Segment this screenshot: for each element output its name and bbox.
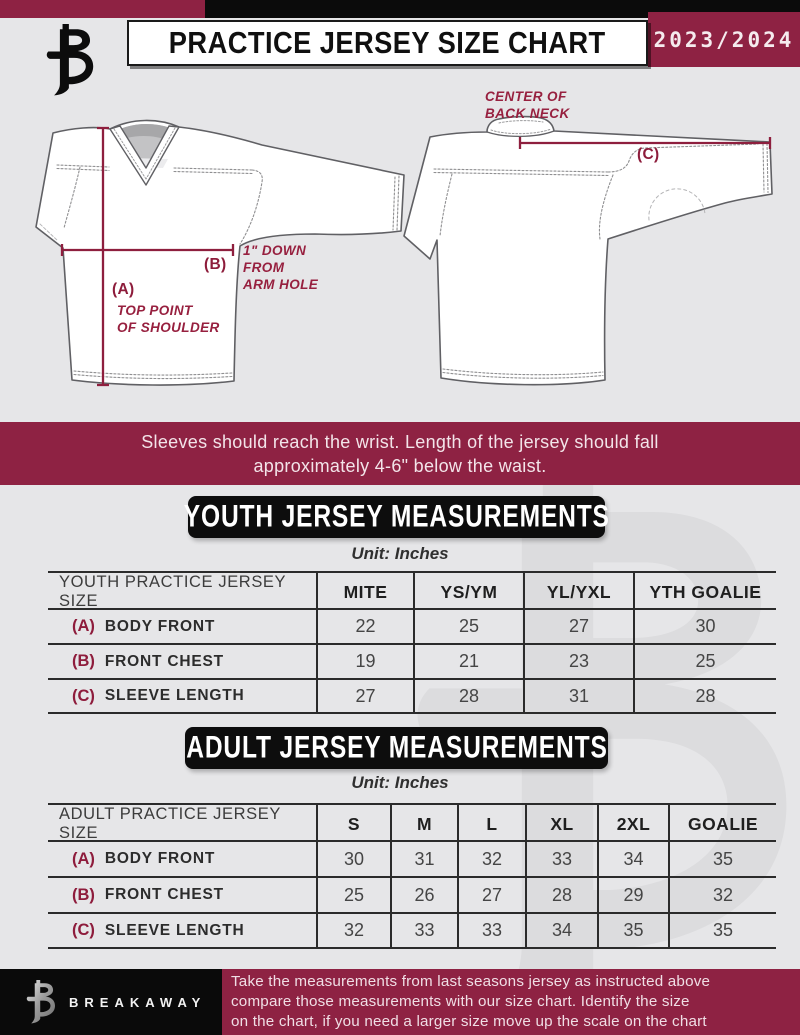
table-row <box>48 678 776 712</box>
center-back-neck-note: CENTER OF BACK NECK <box>485 89 570 121</box>
column-header: XL <box>525 805 597 843</box>
table-cell: 28 <box>413 680 523 712</box>
fit-notice-line1: Sleeves should reach the wrist. Length of the jersey should fall <box>141 431 659 452</box>
page-title-box <box>127 20 648 66</box>
table-cell: 23 <box>523 645 633 678</box>
back-jersey <box>404 117 772 385</box>
table-header-row <box>48 803 776 840</box>
table-cell: 19 <box>316 645 413 678</box>
column-header: ADULT PRACTICE JERSEY SIZE <box>59 805 281 842</box>
footer-line1: Take the measurements from last seasons jersey as instructed above <box>231 973 711 990</box>
footer-line2: compare those measurements with our size chart. Identify the size <box>231 993 690 1010</box>
footer-brand-name: BREAKAWAY <box>69 994 207 1010</box>
column-header: YOUTH PRACTICE JERSEY SIZE <box>59 573 286 610</box>
adult-banner-label: ADULT JERSEY MEASUREMENTS <box>185 729 608 765</box>
table-cell: 32 <box>457 842 525 876</box>
row-label: (B) FRONT CHEST <box>72 652 224 670</box>
jersey-diagram <box>0 78 800 423</box>
table-cell: 27 <box>523 610 633 643</box>
fit-notice-line2: approximately 4-6" below the waist. <box>253 455 547 476</box>
season-badge <box>648 12 800 67</box>
table-cell: 35 <box>668 842 776 876</box>
table-row <box>48 840 776 876</box>
table-cell: 30 <box>316 842 390 876</box>
table-cell: 33 <box>525 842 597 876</box>
column-header: YTH GOALIE <box>633 573 776 611</box>
table-cell: 25 <box>316 878 390 912</box>
table-cell: 28 <box>633 680 776 712</box>
footer-line3: on the chart, if you need a larger size move up the scale on the chart <box>231 1013 707 1030</box>
page-title: PRACTICE JERSEY SIZE CHART <box>169 25 606 60</box>
table-cell: 28 <box>525 878 597 912</box>
table-cell: 22 <box>316 610 413 643</box>
table-cell: 34 <box>597 842 668 876</box>
table-cell: 32 <box>316 914 390 947</box>
youth-section-banner <box>183 496 610 538</box>
youth-unit-label: Unit: Inches <box>351 544 449 563</box>
table-row <box>48 608 776 643</box>
row-label: (A) BODY FRONT <box>72 617 216 635</box>
adult-section-banner <box>185 727 608 769</box>
season-label: 2023/2024 <box>653 27 795 52</box>
table-cell: 32 <box>668 878 776 912</box>
table-cell: 25 <box>413 610 523 643</box>
table-cell: 30 <box>633 610 776 643</box>
table-cell: 35 <box>597 914 668 947</box>
column-header: GOALIE <box>668 805 776 843</box>
table-cell: 21 <box>413 645 523 678</box>
table-cell: 27 <box>457 878 525 912</box>
table-cell: 33 <box>457 914 525 947</box>
table-cell: 27 <box>316 680 413 712</box>
measure-b-label: (B) <box>204 256 227 273</box>
breakaway-b-logo <box>44 24 98 98</box>
table-row <box>48 876 776 912</box>
adult-size-table <box>48 803 776 949</box>
row-label: (C) SLEEVE LENGTH <box>72 686 245 705</box>
column-header: YL/YXL <box>523 573 633 611</box>
column-header: YS/YM <box>413 573 523 611</box>
table-row <box>48 643 776 678</box>
footer-instructions <box>222 969 800 1035</box>
row-label: (A) BODY FRONT <box>72 849 216 868</box>
column-header: MITE <box>316 573 413 611</box>
table-cell: 31 <box>390 842 457 876</box>
table-cell: 31 <box>523 680 633 712</box>
youth-size-table <box>48 571 776 714</box>
measure-a-label: (A) <box>112 281 135 298</box>
column-header: M <box>390 805 457 843</box>
row-label: (C) SLEEVE LENGTH <box>72 921 245 939</box>
adult-unit-label: Unit: Inches <box>351 773 449 792</box>
fit-notice-banner <box>0 422 800 485</box>
column-header: S <box>316 805 390 843</box>
footer-brand-area <box>0 969 222 1035</box>
column-header: 2XL <box>597 805 668 843</box>
arm-hole-note: 1" DOWN FROM ARM HOLE <box>243 243 319 292</box>
column-header: L <box>457 805 525 843</box>
youth-banner-label: YOUTH JERSEY MEASUREMENTS <box>183 498 610 534</box>
table-cell: 35 <box>668 914 776 947</box>
table-cell: 25 <box>633 645 776 678</box>
table-cell: 29 <box>597 878 668 912</box>
table-cell: 33 <box>390 914 457 947</box>
front-jersey <box>36 120 404 385</box>
row-label: (B) FRONT CHEST <box>72 885 224 904</box>
table-cell: 34 <box>525 914 597 947</box>
table-header-row <box>48 571 776 608</box>
table-row <box>48 912 776 947</box>
measure-c-label: (C) <box>637 146 660 163</box>
top-strip-maroon <box>0 0 205 18</box>
top-point-note: TOP POINT OF SHOULDER <box>117 303 220 335</box>
breakaway-b-logo-footer <box>25 980 58 1025</box>
table-cell: 26 <box>390 878 457 912</box>
